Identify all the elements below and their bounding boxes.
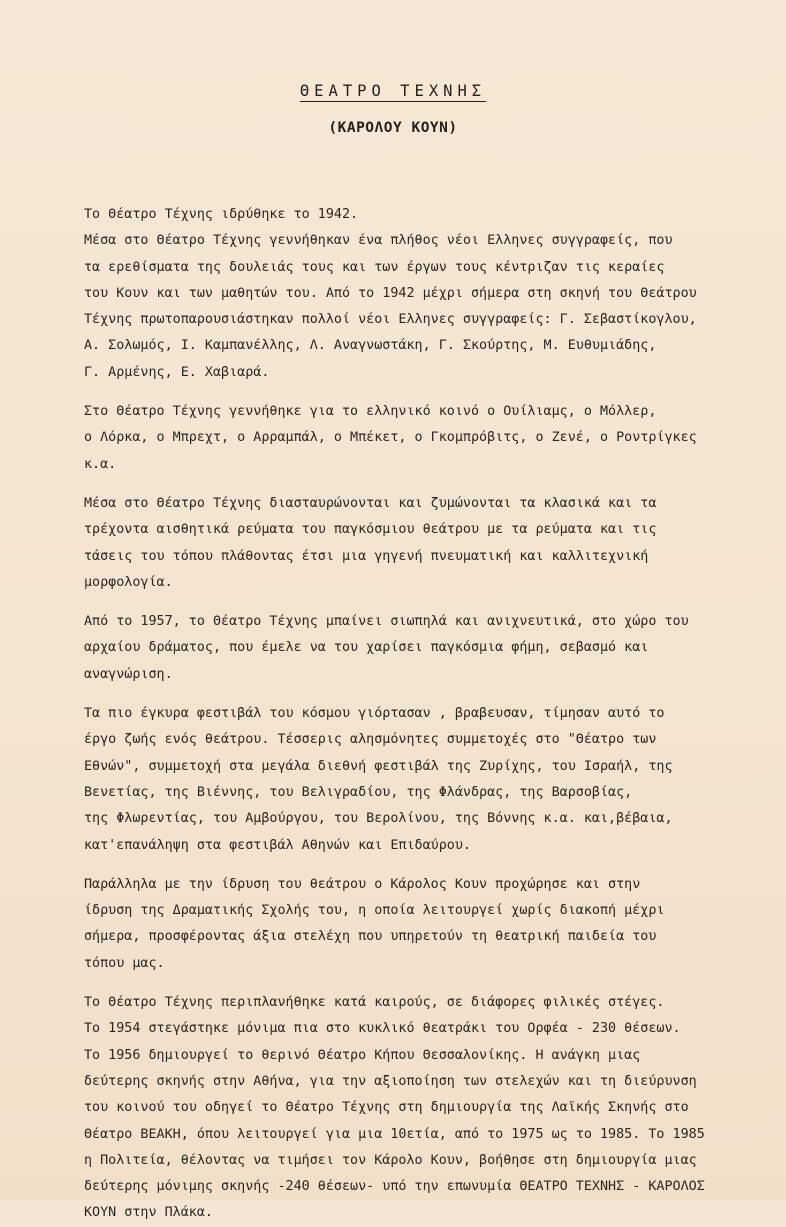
text-line: σήμερα, προσφέροντας άξια στελέχη που υπηρετούν τη θεατρική παιδεία του: [84, 929, 657, 945]
text-line: έργο ζωής ενός θεάτρου. Τέσσερις αλησμόνητες συμμετοχές στο "Θέατρο των: [84, 732, 657, 748]
text-line: τόπου μας.: [84, 955, 165, 971]
text-line: Παράλληλα με την ίδρυση του θεάτρου ο Κάρολος Κουν προχώρησε και στην: [84, 876, 641, 892]
text-line: της Φλωρεντίας, του Αμβούργου, του Βερολίνου, της Βόννης κ.α. και,βέβαια,: [84, 811, 673, 827]
text-line: Μέσα στο Θέατρο Τέχνης γεννήθηκαν ένα πλήθος νέοι Ελληνες συγγραφείς, που: [84, 233, 673, 249]
text-line: του Κουν και των μαθητών του. Από το 1942 μέχρι σήμερα στη σκηνή του Θεάτρου: [84, 285, 697, 301]
text-line: Τέχνης πρωτοπαρουσιάστηκαν πολλοί νέοι Ελληνες συγγραφείς: Γ. Σεβαστίκογλου,: [84, 312, 697, 328]
text-line: Βενετίας, της Βιέννης, του Βελιγραδίου, της Φλάνδρας, της Βαρσοβίας,: [84, 784, 633, 800]
text-line: τάσεις του τόπου πλάθοντας έτσι μια γηγενή πνευματική και καλλιτεχνική: [84, 548, 649, 564]
text-line: Γ. Αρμένης, Ε. Χαβιαρά.: [84, 364, 270, 380]
text-line: Μέσα στο Θέατρο Τέχνης διασταυρώνονται και ζυμώνονται τα κλασικά και τα: [84, 495, 657, 511]
text-line: Από το 1957, το Θέατρο Τέχνης μπαίνει σιωπηλά και ανιχνευτικά, στο χώρο του: [84, 614, 689, 630]
text-line: δεύτερης μόνιμης σκηνής -240 θέσεων- υπό την επωνυμία ΘΕΑΤΡΟ ΤΕΧΝΗΣ - ΚΑΡΟΛΟΣ: [84, 1179, 705, 1195]
text-line: δεύτερης σκηνής στην Αθήνα, για την αξιοποίηση των στελεχών και τη διεύρυνση: [84, 1073, 697, 1089]
paragraph-drama-school: [84, 872, 756, 977]
text-line: αναγνώριση.: [84, 666, 173, 682]
document-title: ΘΕΑΤΡΟ ΤΕΧΝΗΣ: [299, 82, 487, 100]
text-line: Το Θέατρο Τέχνης ιδρύθηκε το 1942.: [84, 207, 359, 222]
text-line: κ.α.: [84, 456, 117, 472]
paragraph-founding: [84, 202, 756, 386]
text-line: Τα πιο έγκυρα φεστιβάλ του κόσμου γιόρτασαν , βραβευσαν, τίμησαν αυτό το: [84, 706, 665, 722]
text-line: ίδρυση της Δραματικής Σχολής του, η οποία λειτουργεί χωρίς διακοπή μέχρι: [84, 903, 665, 919]
text-line: μορφολογία.: [84, 574, 173, 590]
text-line: Εθνών", συμμετοχή στα μεγάλα διεθνή φεστιβάλ της Ζυρίχης, του Ισραήλ, της: [84, 758, 673, 774]
text-line: τα ερεθίσματα της δουλειάς τους και των έργων τους κέντριζαν τις κεραίες: [84, 259, 665, 275]
text-line: ΚΟΥΝ στην Πλάκα.: [84, 1205, 213, 1221]
text-line: ο Λόρκα, ο Μπρεχτ, ο Αρραμπάλ, ο Μπέκετ, ο Γκομπρόβιτς, ο Ζενέ, ο Ροντρίγκες: [84, 430, 697, 446]
paragraph-ancient-drama: [84, 609, 756, 688]
text-line: Α. Σολωμός, Ι. Καμπανέλλης, Λ. Αναγνωστάκη, Γ. Σκούρτης, Μ. Ευθυμιάδης,: [84, 338, 657, 354]
text-line: τρέχοντα αισθητικά ρεύματα του παγκόσμιου θεάτρου με τα ρεύματα και τις: [84, 522, 657, 538]
paragraph-festivals: [84, 701, 756, 859]
text-line: η Πολιτεία, θέλοντας να τιμήσει τον Κάρολο Κουν, βοήθησε στη δημιουργία μιας: [84, 1152, 697, 1168]
text-line: Το 1956 δημιουργεί το θερινό Θέατρο Κήπου Θεσσαλονίκης. Η ανάγκη μιας: [84, 1047, 641, 1063]
paragraph-foreign-authors: [84, 399, 756, 478]
text-line: Το Θέατρο Τέχνης περιπλανήθηκε κατά καιρούς, σε διάφορες φιλικές στέγες.: [84, 995, 665, 1011]
text-line: αρχαίου δράματος, που έμελε να του χαρίσει παγκόσμια φήμη, σεβασμό και: [84, 640, 649, 656]
document-subtitle: (ΚΑΡΟΛΟΥ ΚΟΥΝ): [328, 120, 458, 136]
text-line: Θέατρο ΒΕΑΚΗ, όπου λειτουργεί για μια 10ετία, από το 1975 ως το 1985. Το 1985: [84, 1126, 705, 1142]
text-line: Το 1954 στεγάστηκε μόνιμα πια στο κυκλικό θεατράκι του Ορφέα - 230 θέσεων.: [84, 1021, 681, 1037]
paragraph-venues: [84, 990, 756, 1227]
text-line: Στο Θέατρο Τέχνης γεννήθηκε για το ελληνικό κοινό ο Ουίλιαμς, ο Μόλλερ,: [84, 404, 657, 420]
paragraph-aesthetics: [84, 491, 756, 596]
text-line: κατ'επανάληψη στα φεστιβάλ Αθηνών και Επιδαύρου.: [84, 837, 471, 853]
document-body: [84, 202, 756, 1227]
text-line: του κοινού του οδηγεί το Θέατρο Τέχνης στη δημιουργία της Λαϊκής Σκηνής στο: [84, 1100, 689, 1116]
